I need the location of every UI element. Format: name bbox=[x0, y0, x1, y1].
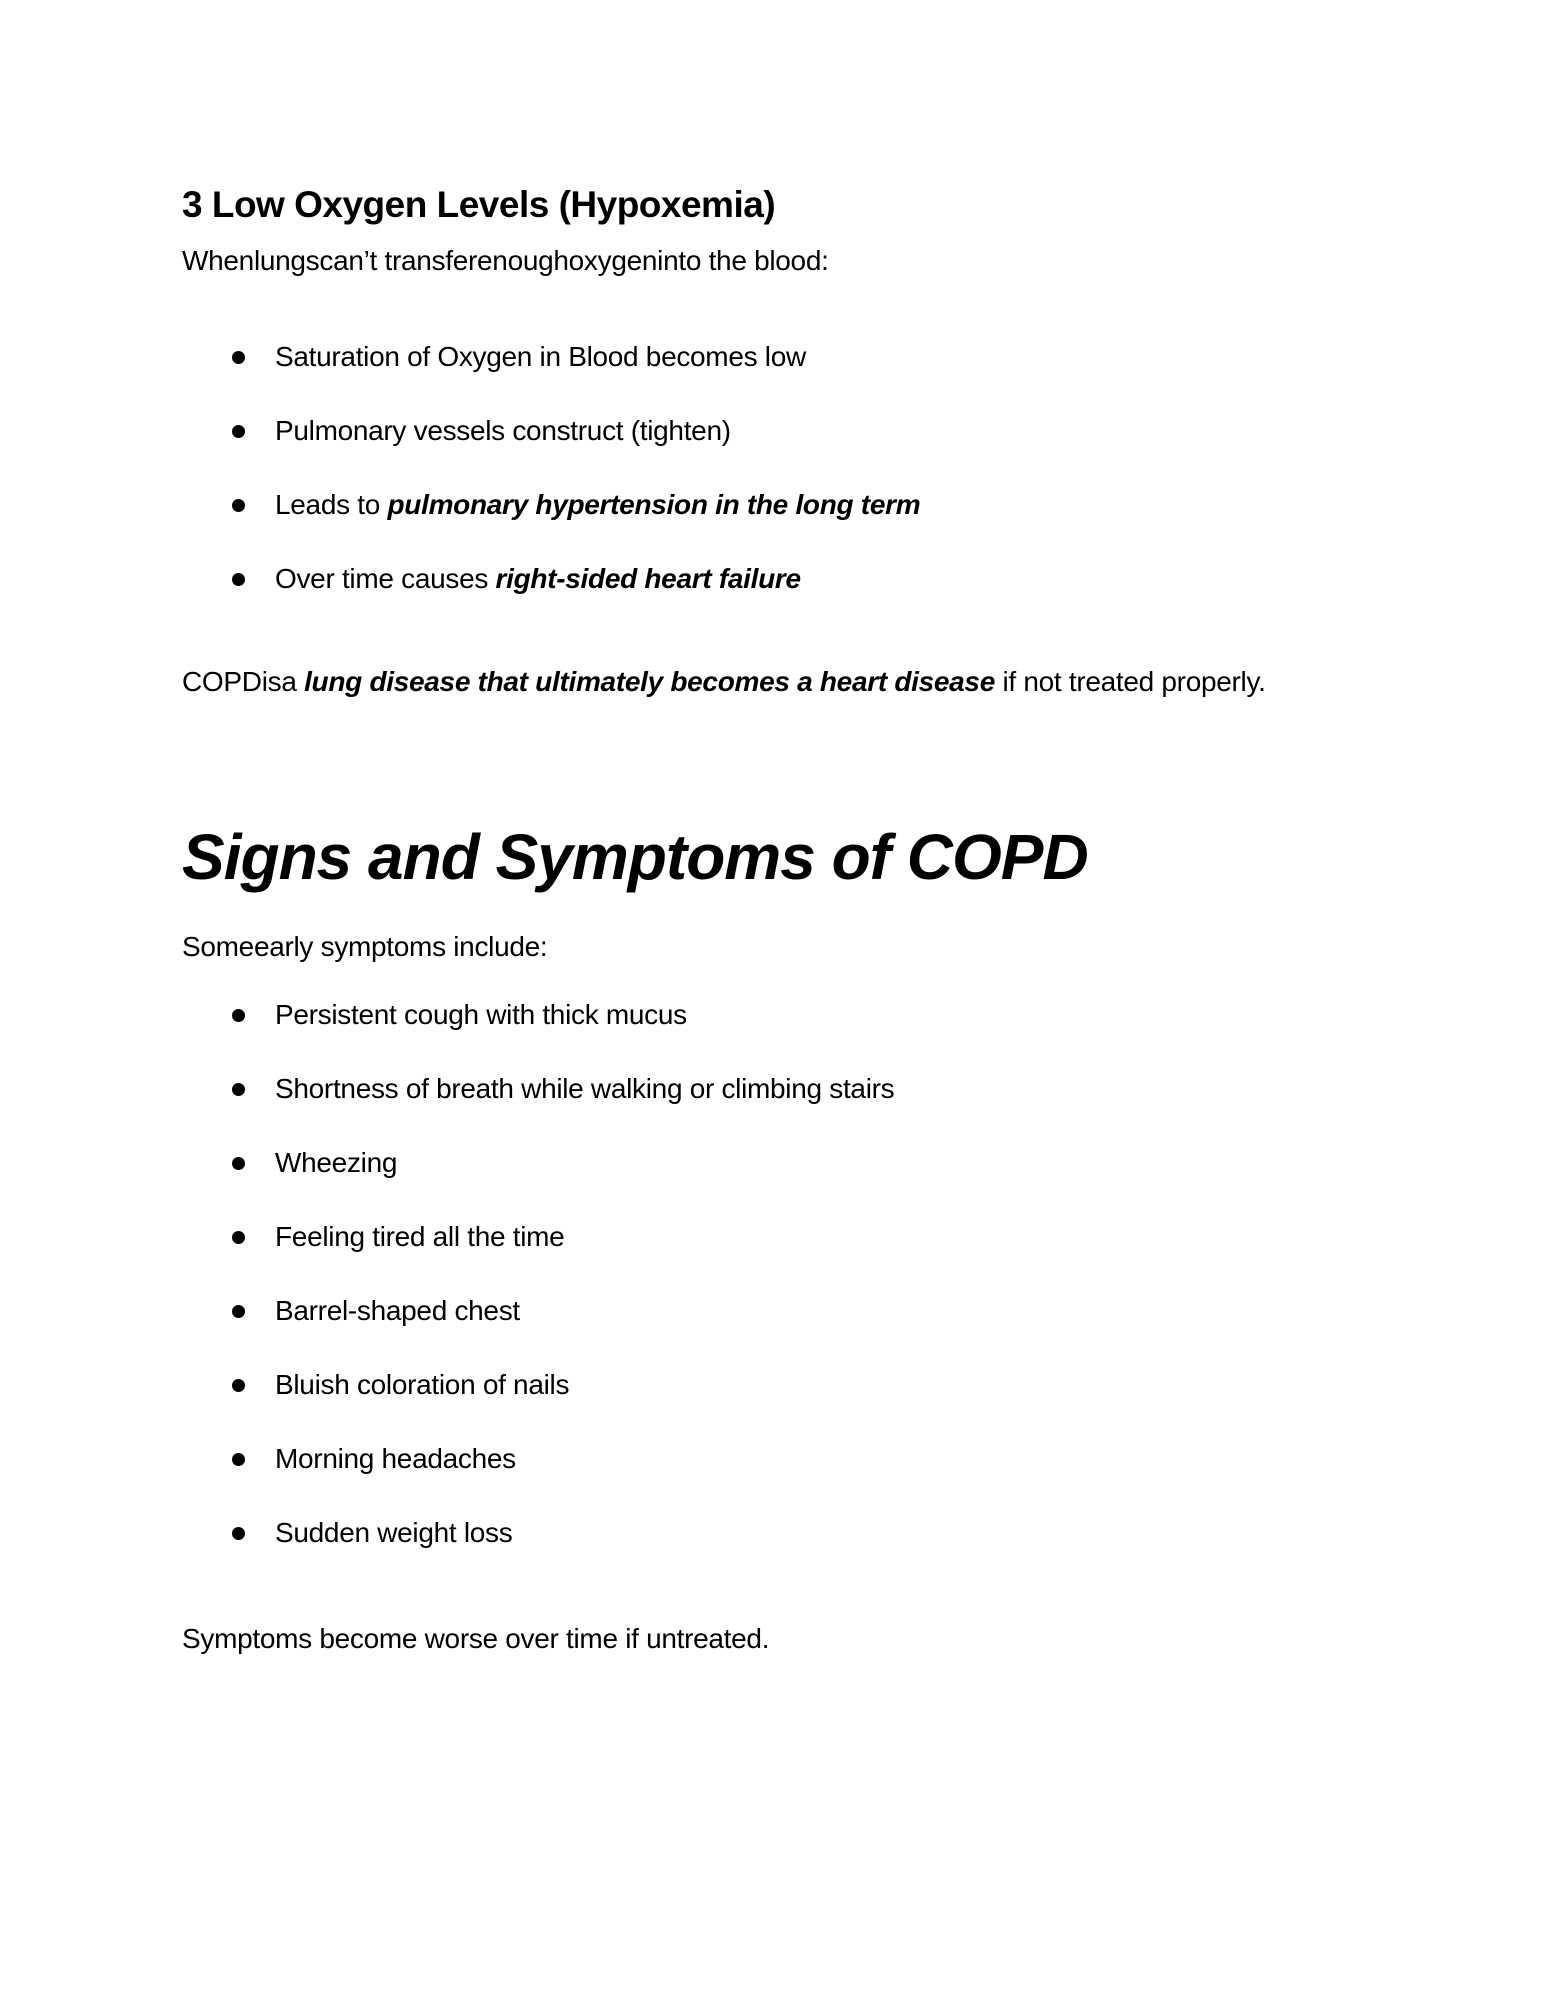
list-item bbox=[182, 340, 920, 374]
bullet-dot-icon bbox=[232, 1453, 245, 1466]
conclusion-prefix: COPDisa bbox=[182, 666, 305, 697]
list-item bbox=[182, 488, 920, 522]
list-item bbox=[182, 1442, 894, 1476]
bullet-dot-icon bbox=[232, 1231, 245, 1244]
bullet-dot-icon bbox=[232, 1305, 245, 1318]
list-item-text: Bluish coloration of nails bbox=[275, 1369, 570, 1400]
bullet-dot-icon bbox=[232, 573, 245, 586]
list-item-emphasis: right-sided heart failure bbox=[495, 563, 801, 594]
list-item bbox=[182, 1072, 894, 1106]
bullet-dot-icon bbox=[232, 1009, 245, 1022]
list-item-text: Morning headaches bbox=[275, 1443, 516, 1474]
list-item-text: Saturation of Oxygen in Blood becomes low bbox=[275, 341, 806, 372]
symptoms-bullet-list bbox=[182, 998, 894, 1590]
bullet-dot-icon bbox=[232, 351, 245, 364]
list-item-text: Sudden weight loss bbox=[275, 1517, 513, 1548]
list-item-text: Feeling tired all the time bbox=[275, 1221, 565, 1252]
list-item-emphasis: pulmonary hypertension in the long term bbox=[387, 489, 921, 520]
list-item bbox=[182, 1220, 894, 1254]
list-item-text: Leads to bbox=[275, 489, 388, 520]
conclusion-suffix: if not treated properly. bbox=[994, 666, 1266, 697]
page-title-signs-and-symptoms: Signs and Symptoms of COPD bbox=[182, 821, 1088, 893]
hypoxemia-intro-text: Whenlungscan’t transferenoughoxygeninto the blood: bbox=[182, 245, 829, 276]
bullet-dot-icon bbox=[232, 425, 245, 438]
bullet-dot-icon bbox=[232, 499, 245, 512]
list-item-text: Shortness of breath while walking or climbing stairs bbox=[275, 1073, 895, 1104]
list-item-text: Pulmonary vessels construct (tighten) bbox=[275, 415, 731, 446]
bullet-dot-icon bbox=[232, 1379, 245, 1392]
bullet-dot-icon bbox=[232, 1527, 245, 1540]
list-item bbox=[182, 414, 920, 448]
list-item-text: Persistent cough with thick mucus bbox=[275, 999, 687, 1030]
conclusion-emphasis: lung disease that ultimately becomes a heart disease bbox=[304, 666, 995, 697]
bullet-dot-icon bbox=[232, 1157, 245, 1170]
list-item bbox=[182, 1516, 894, 1550]
symptoms-intro-text: Someearly symptoms include: bbox=[182, 931, 548, 962]
list-item bbox=[182, 1146, 894, 1180]
list-item bbox=[182, 998, 894, 1032]
section-heading-hypoxemia: 3 Low Oxygen Levels (Hypoxemia) bbox=[182, 184, 776, 225]
hypoxemia-bullet-list bbox=[182, 340, 920, 636]
list-item-text: Wheezing bbox=[275, 1147, 398, 1178]
list-item bbox=[182, 562, 920, 596]
symptoms-conclusion-text: Symptoms become worse over time if untreated. bbox=[182, 1623, 770, 1654]
list-item bbox=[182, 1294, 894, 1328]
copd-conclusion-text bbox=[182, 665, 1266, 699]
bullet-dot-icon bbox=[232, 1083, 245, 1096]
list-item-text: Over time causes bbox=[275, 563, 496, 594]
list-item-text: Barrel-shaped chest bbox=[275, 1295, 520, 1326]
list-item bbox=[182, 1368, 894, 1402]
